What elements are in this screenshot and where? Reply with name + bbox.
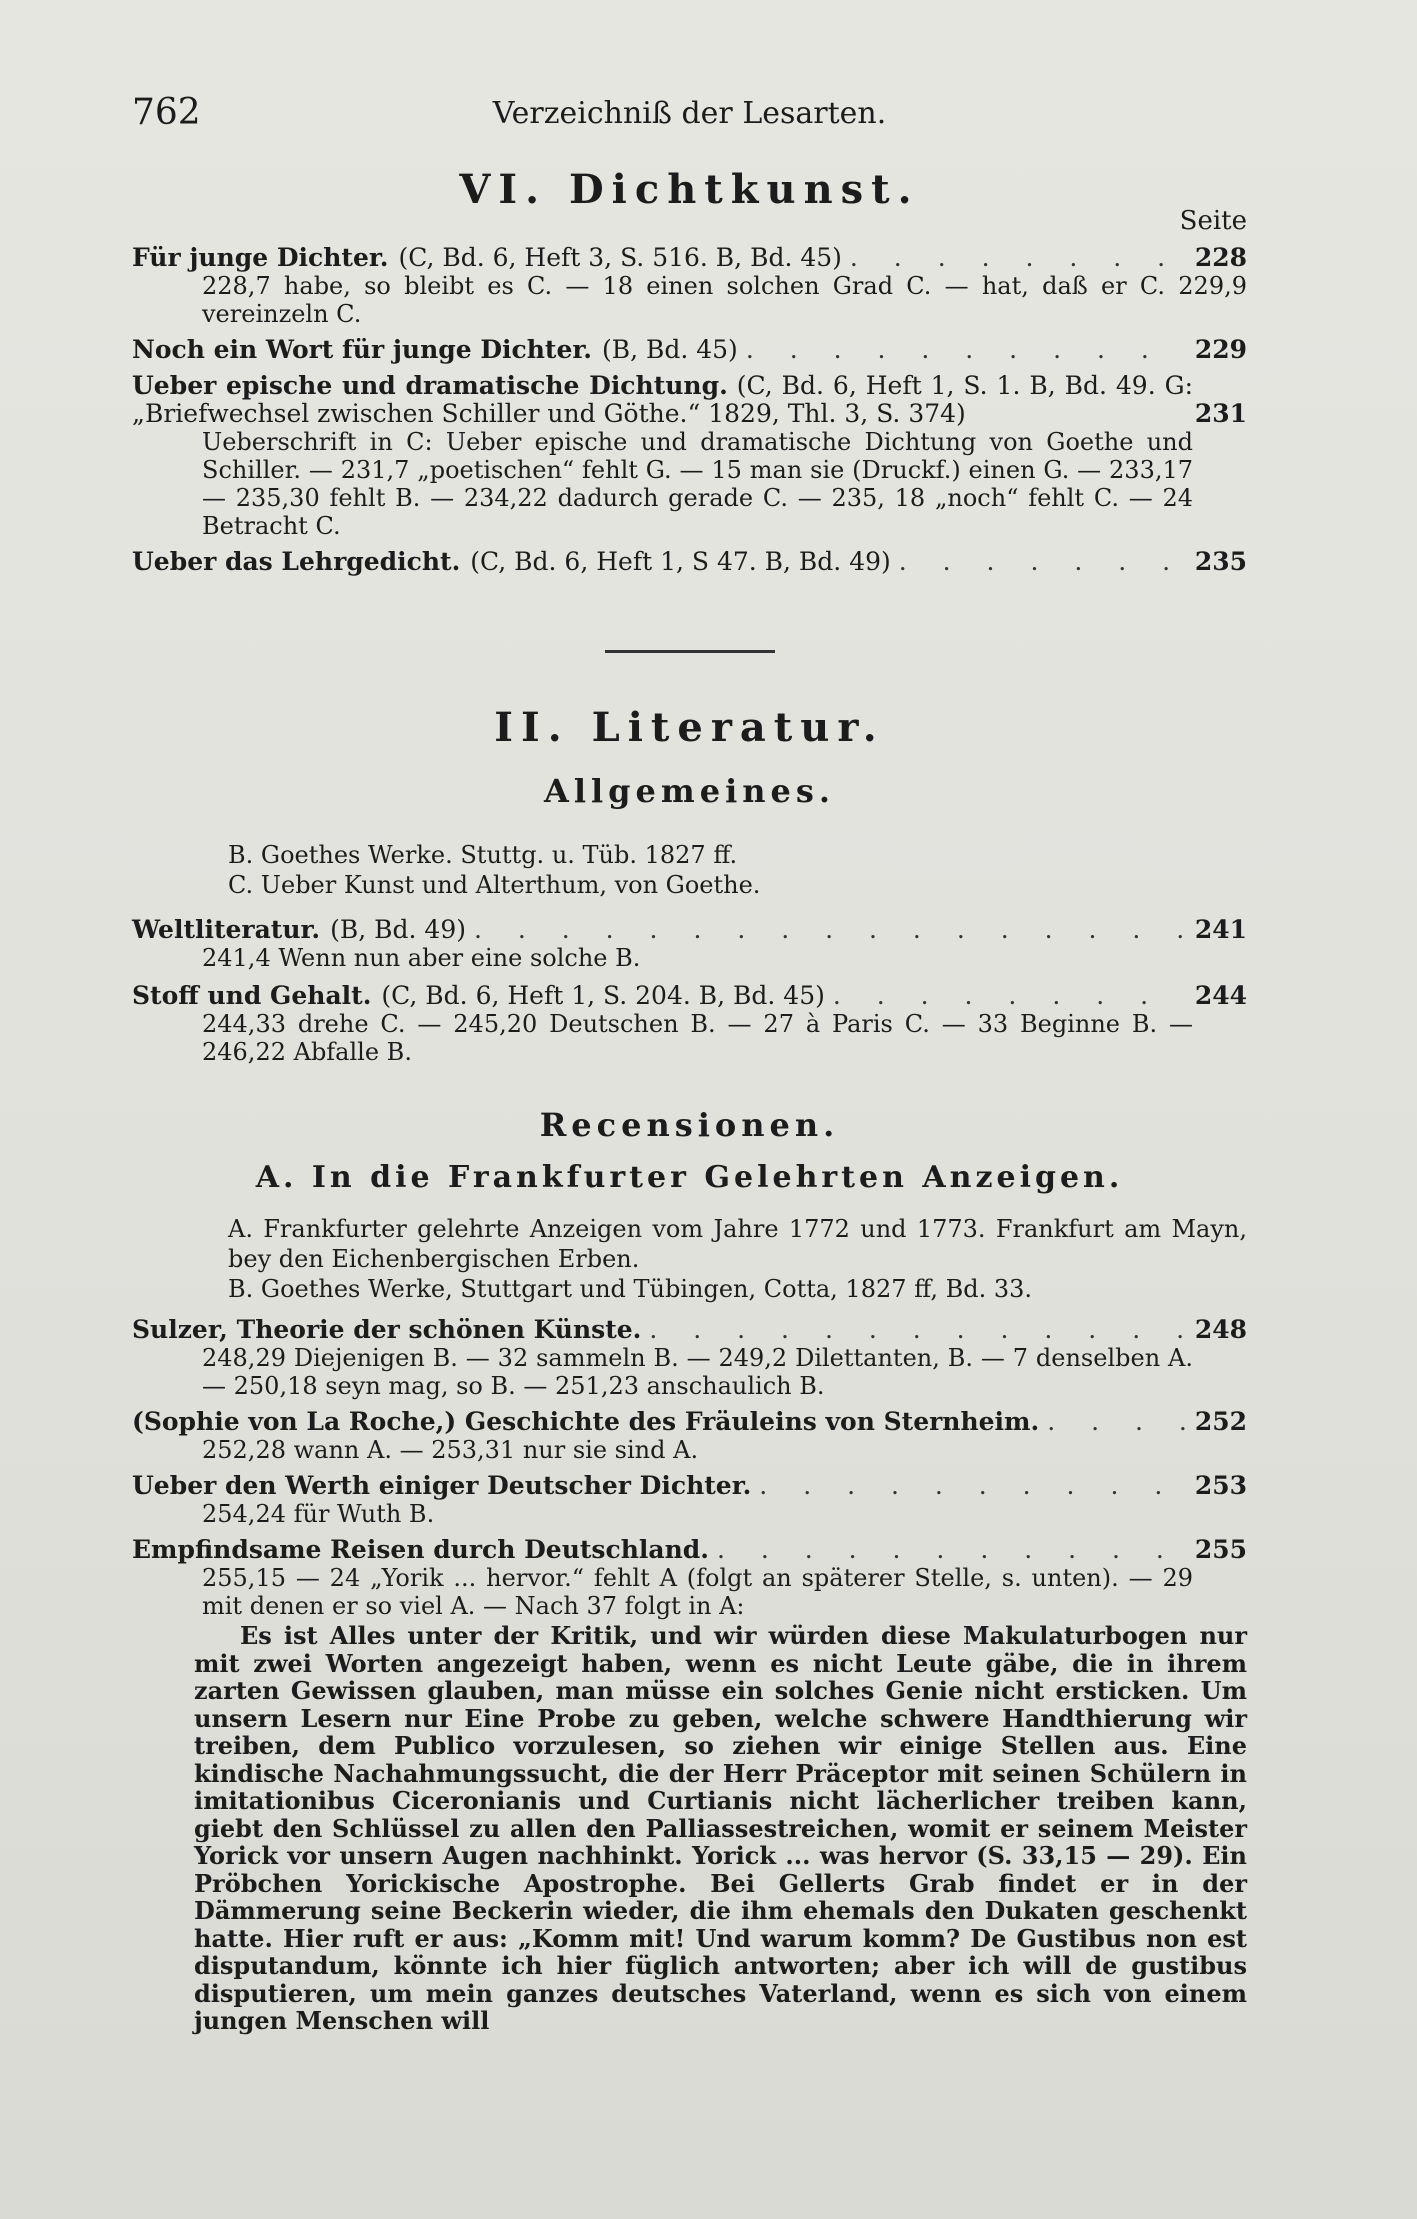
toc-entry (132, 548, 1247, 576)
toc-entry-row (132, 916, 1247, 944)
leader-dots (746, 336, 1185, 364)
toc-entry (132, 372, 1247, 540)
entry-page: 255 (1194, 1535, 1247, 1564)
siglum: C. Ueber Kunst und Alterthum, von Goethe. (228, 871, 761, 899)
entry-source: (C, Bd. 6, Heft 1, S 47. B, Bd. 49) (470, 547, 891, 576)
entry-page: 252 (1194, 1407, 1247, 1436)
toc-entry (132, 1408, 1247, 1464)
allgemeines-sigla (132, 840, 1247, 900)
seite-label: Seite (1179, 206, 1247, 236)
entry-notes: 228,7 habe, so bleibt es C. — 18 einen solchen Grad C. — hat, daß er C. 229,9 vereinzeln C. (202, 272, 1247, 328)
seite-label-row (132, 206, 1247, 236)
leader-dots (759, 1472, 1185, 1500)
entry-source: (C, Bd. 6, Heft 1, S. 1. B, Bd. 49. G: „Briefwechsel zwischen Schiller und Göthe.“ 1829, Thl. 3, S. 374) (132, 371, 1194, 428)
allgemeines-entries (132, 916, 1247, 1066)
toc-entry (132, 1316, 1247, 1400)
toc-entry (132, 1472, 1247, 1528)
entry-title: Noch ein Wort für junge Dichter. (132, 335, 592, 364)
entry-title: Ueber epische und dramatische Dichtung. (132, 371, 728, 400)
allgemeines-title: Allgemeines. (543, 772, 836, 810)
leader-dots (850, 244, 1185, 272)
toc-entry-row (132, 244, 1247, 272)
page-number: 762 (132, 92, 201, 133)
entry-page: 241 (1194, 915, 1247, 944)
siglum: B. Goethes Werke. Stuttg. u. Tüb. 1827 ff. (228, 841, 738, 869)
leader-dots (899, 548, 1185, 576)
entry-title: (Sophie von La Roche,) Geschichte des Fräuleins von Sternheim. (132, 1407, 1040, 1436)
toc-entry (132, 336, 1247, 364)
entry-title: Stoff und Gehalt. (132, 981, 372, 1010)
entry-notes: 248,29 Diejenigen B. — 32 sammeln B. — 249,2 Dilettanten, B. — 7 denselben A. — 250,18 seyn mag, so B. — 251,23 anschaulich B. (202, 1344, 1193, 1400)
toc-entry-row (132, 336, 1247, 364)
toc-entry (132, 1536, 1247, 1620)
section-vi-title: VI. Dichtkunst. (459, 166, 920, 213)
siglum: B. Goethes Werke, Stuttgart und Tübingen, Cotta, 1827 ff, Bd. 33. (228, 1275, 1033, 1303)
siglum: A. Frankfurter gelehrte Anzeigen vom Jahre 1772 und 1773. Frankfurt am Mayn, bey den Eichenbergischen Erben. (228, 1215, 1247, 1273)
entry-page: 235 (1194, 547, 1247, 576)
leader-dots (717, 1536, 1185, 1564)
entry-notes: 254,24 für Wuth B. (202, 1500, 435, 1528)
entry-title: Empfindsame Reisen durch Deutschland. (132, 1535, 709, 1564)
entry-page: 244 (1194, 981, 1247, 1010)
recensionen-title: Recensionen. (539, 1106, 840, 1144)
entry-title: Ueber den Werth einiger Deutscher Dichter. (132, 1471, 752, 1500)
recensionen-heading (132, 1106, 1247, 1144)
page-header (132, 92, 1247, 132)
toc-entry-row (132, 1472, 1247, 1500)
entry-notes: Ueberschrift in C: Ueber epische und dramatische Dichtung von Goethe und Schiller. — 231,7 „poetischen“ fehlt G. — 15 man sie (Druckf.) einen G. — 233,17 — 235,30 fehlt B. — 234,22 dadurch gerade C. — 235, 18 „noch“ fehlt C. — 24 Betracht C. (202, 428, 1193, 540)
running-title: Verzeichniß der Lesarten. (492, 96, 887, 131)
recensionen-sigla (132, 1214, 1247, 1304)
divider-rule (605, 650, 775, 653)
section-ii-title: II. Literatur. (494, 704, 885, 751)
entry-page: 253 (1194, 1471, 1247, 1500)
entry-title: Für junge Dichter. (132, 243, 389, 272)
quoted-passage-text: Es ist Alles unter der Kritik, und wir würden diese Makulaturbogen nur mit zwei Worten angezeigt haben, wenn es nicht Leute gäbe, die in ihrem zarten Gewissen glauben, man müsse ein solches Genie nicht ersticken. Um unsern Lesern nur Eine Probe zu geben, welche schwere Handthierung wir treiben, dem Publico vorzulesen, so ziehen wir einige Stellen aus. Eine kindische Nachahmungssucht, die der Herr Präceptor mit seinen Schülern in imitationibus Ciceronianis und Curtianis nicht lächerlicher treiben kann, giebt den Schlüssel zu allen den Palliassestreichen, womit er seinem Meister Yorick vor unsern Augen nachhinkt. Yorick ... was hervor (S. 33,15 — 29). Ein Pröbchen Yorickische Apostrophe. Bei Gellerts Grab findet er in der Dämmerung seine Beckerin wieder, die ihm ehemals den Dukaten geschenkt hatte. Hier ruft er aus: „Komm mit! Und warum komm? De Gustibus non est disputandum, könnte ich hier füglich antworten; aber ich will de gustibus disputieren, um mein ganzes deutsches Vaterland, wenn es sich von einem jungen Menschen will (194, 1621, 1247, 2035)
recensionen-subtitle: A. In die Frankfurter Gelehrten Anzeigen. (255, 1160, 1124, 1195)
section-vi-heading (132, 166, 1247, 213)
toc-entry-row (132, 982, 1247, 1010)
toc-entry-row (132, 1408, 1247, 1436)
leader-dots (474, 916, 1185, 944)
entry-source: (C, Bd. 6, Heft 1, S. 204. B, Bd. 45) (381, 981, 825, 1010)
entry-title: Sulzer, Theorie der schönen Künste. (132, 1315, 642, 1344)
recensionen-entries (132, 1316, 1247, 2035)
leader-dots (833, 982, 1185, 1010)
toc-entry-row (132, 1316, 1247, 1344)
toc-entry-row (132, 372, 1247, 428)
recensionen-subheading (132, 1160, 1247, 1195)
entry-page: 229 (1194, 335, 1247, 364)
quoted-passage (132, 1622, 1247, 2035)
toc-entry-row (132, 548, 1247, 576)
allgemeines-heading (132, 772, 1247, 810)
entry-page: 248 (1194, 1315, 1247, 1344)
leader-dots (1047, 1408, 1185, 1436)
entry-notes: 244,33 drehe C. — 245,20 Deutschen B. — 27 à Paris C. — 33 Beginne B. — 246,22 Abfalle B. (202, 1010, 1193, 1066)
entry-page: 228 (1194, 243, 1247, 272)
toc-entry (132, 982, 1247, 1066)
entry-title: Weltliteratur. (132, 915, 321, 944)
entry-title: Ueber das Lehrgedicht. (132, 547, 461, 576)
entry-source: (B, Bd. 49) (330, 915, 466, 944)
entry-notes: 241,4 Wenn nun aber eine solche B. (202, 944, 641, 972)
toc-entry (132, 244, 1247, 328)
leader-dots (649, 1316, 1185, 1344)
section-vi-entries (132, 244, 1247, 576)
entry-source: (B, Bd. 45) (601, 335, 738, 364)
section-divider (132, 650, 1247, 653)
entry-notes: 255,15 — 24 „Yorik ... hervor.“ fehlt A (folgt an späterer Stelle, s. unten). — 29 mit denen er so viel A. — Nach 37 folgt in A: (202, 1564, 1193, 1620)
toc-entry-row (132, 1536, 1247, 1564)
entry-page: 231 (1194, 399, 1247, 428)
section-ii-heading (132, 704, 1247, 751)
entry-notes: 252,28 wann A. — 253,31 nur sie sind A. (202, 1436, 699, 1464)
entry-source: (C, Bd. 6, Heft 3, S. 516. B, Bd. 45) (398, 243, 842, 272)
toc-entry (132, 916, 1247, 972)
